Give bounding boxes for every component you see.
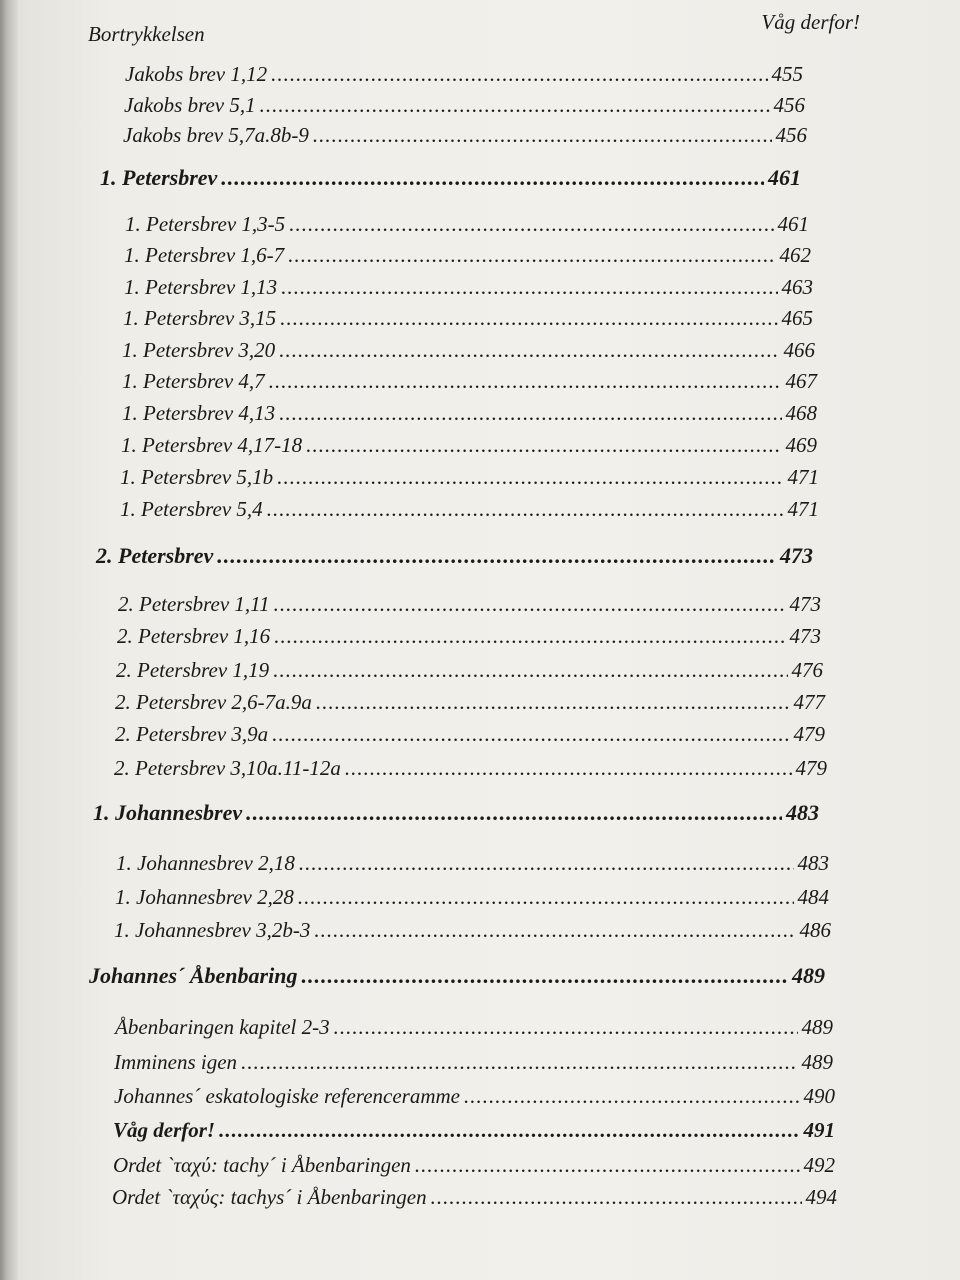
toc-entry <box>115 690 825 715</box>
toc-entry-label: Imminens igen <box>114 1050 238 1074</box>
toc-entry-page-number: 490 <box>803 1084 835 1108</box>
toc-entry-label: Våg derfor! <box>113 1118 216 1142</box>
dot-leader <box>288 243 775 268</box>
dot-leader <box>219 1118 799 1143</box>
toc-entry <box>124 275 813 300</box>
toc-entry-page-number: 479 <box>793 722 825 746</box>
toc-entry <box>124 93 805 118</box>
toc-entry <box>125 212 809 237</box>
toc-entry-label: 1. Petersbrev 4,17-18 <box>121 433 303 457</box>
toc-entry-page-number: 479 <box>795 756 827 780</box>
toc-entry-page-number: 491 <box>803 1118 835 1142</box>
dot-leader <box>279 338 779 363</box>
dot-leader <box>277 465 783 490</box>
dot-leader <box>273 658 787 683</box>
dot-leader <box>464 1084 800 1109</box>
dot-leader <box>267 497 784 522</box>
toc-entry-label: 2. Petersbrev 3,9a <box>115 722 269 746</box>
toc-entry <box>115 1015 833 1040</box>
toc-entry-label: 1. Petersbrev 4,13 <box>122 401 276 425</box>
toc-entry-label: 1. Petersbrev 5,1b <box>120 465 274 489</box>
toc-entry-page-number: 461 <box>768 165 801 190</box>
toc-entry <box>124 243 811 268</box>
toc-entry <box>120 465 819 490</box>
dot-leader <box>269 369 782 394</box>
book-spine-shadow <box>0 0 18 1280</box>
toc-entry-page-number: 467 <box>785 369 817 393</box>
toc-entry <box>117 624 821 649</box>
toc-entry-page-number: 489 <box>801 1050 833 1074</box>
dot-leader <box>274 592 786 617</box>
toc-entry <box>118 592 821 617</box>
toc-entry-page-number: 469 <box>785 433 817 457</box>
toc-entry-page-number: 473 <box>789 592 821 616</box>
toc-entry-page-number: 473 <box>780 543 813 568</box>
dot-leader <box>299 851 794 876</box>
dot-leader <box>289 212 773 237</box>
toc-entry-page-number: 483 <box>786 800 819 825</box>
dot-leader <box>271 62 767 87</box>
toc-entry-label: 2. Petersbrev 2,6-7a.9a <box>115 690 312 714</box>
toc-entry <box>122 369 817 394</box>
toc-entry-label: Ordet `ταχύς: tachys´ i Åbenbaringen <box>112 1185 427 1209</box>
toc-entry <box>120 497 819 522</box>
toc-entry <box>115 722 825 747</box>
toc-entry-page-number: 476 <box>791 658 823 682</box>
running-head-right: Våg derfor! <box>761 10 860 34</box>
dot-leader <box>415 1153 800 1178</box>
toc-entry-label: 1. Johannesbrev 2,18 <box>116 851 295 875</box>
toc-entry <box>114 918 831 943</box>
toc-entry-label: Jakobs brev 5,1 <box>124 93 256 117</box>
toc-entry-label: 1. Johannesbrev 3,2b-3 <box>114 918 311 942</box>
toc-entry-label: 1. Petersbrev 4,7 <box>122 369 265 393</box>
dot-leader <box>431 1185 802 1210</box>
toc-entry-page-number: 455 <box>771 62 803 86</box>
dot-leader <box>217 543 776 569</box>
toc-entry <box>116 658 823 683</box>
toc-entry-page-number: 466 <box>783 338 815 362</box>
toc-entry-page-number: 462 <box>779 243 811 267</box>
dot-leader <box>246 800 782 826</box>
toc-entry <box>125 62 803 87</box>
toc-entry-label: Jakobs brev 5,7a.8b-9 <box>123 123 309 147</box>
toc-entry-page-number: 456 <box>775 123 807 147</box>
toc-entry-label: 1. Johannesbrev <box>93 800 243 825</box>
toc-entry <box>115 885 829 910</box>
toc-entry <box>114 1084 835 1109</box>
toc-entry-label: 2. Petersbrev 1,11 <box>118 592 270 616</box>
toc-entry-page-number: 489 <box>801 1015 833 1039</box>
toc-entry <box>121 433 817 458</box>
toc-entry-page-number: 492 <box>803 1153 835 1177</box>
dot-leader <box>279 401 781 426</box>
toc-entry-label: 1. Petersbrev 1,6-7 <box>124 243 285 267</box>
toc-entry-page-number: 456 <box>773 93 805 117</box>
toc-entry <box>114 1050 833 1075</box>
dot-leader <box>345 756 792 781</box>
toc-section-heading <box>96 543 813 569</box>
toc-entry-page-number: 463 <box>781 275 813 299</box>
dot-leader <box>298 885 794 910</box>
toc-entry-page-number: 484 <box>797 885 829 909</box>
toc-entry <box>112 1185 837 1210</box>
dot-leader <box>314 918 795 943</box>
book-page <box>18 0 960 1280</box>
toc-entry-page-number: 465 <box>781 306 813 330</box>
toc-entry <box>123 123 807 148</box>
toc-entry-page-number: 468 <box>785 401 817 425</box>
dot-leader <box>274 624 785 649</box>
dot-leader <box>301 963 788 989</box>
toc-entry-label: 1. Petersbrev 5,4 <box>120 497 263 521</box>
toc-entry-label: 1. Petersbrev 1,3-5 <box>125 212 286 236</box>
toc-entry-page-number: 486 <box>799 918 831 942</box>
toc-entry-page-number: 473 <box>789 624 821 648</box>
toc-entry-label: Åbenbaringen kapitel 2-3 <box>115 1015 330 1039</box>
toc-entry <box>114 756 827 781</box>
toc-entry-label: Johannes´ Åbenbaring <box>89 963 298 988</box>
toc-section-heading <box>100 165 801 191</box>
dot-leader <box>280 306 777 331</box>
toc-entry-page-number: 494 <box>805 1185 837 1209</box>
toc-entry-label: 1. Petersbrev 1,13 <box>124 275 278 299</box>
toc-entry-page-number: 477 <box>793 690 825 714</box>
toc-entry-label: 1. Petersbrev 3,20 <box>122 338 276 362</box>
toc-entry <box>122 401 817 426</box>
dot-leader <box>272 722 789 747</box>
dot-leader <box>316 690 790 715</box>
toc-entry-page-number: 471 <box>787 497 819 521</box>
toc-entry-label: Jakobs brev 1,12 <box>125 62 268 86</box>
toc-entry <box>113 1118 835 1143</box>
toc-entry <box>116 851 829 876</box>
toc-entry <box>123 306 813 331</box>
toc-entry-label: 2. Petersbrev 1,16 <box>117 624 271 648</box>
toc-entry-label: 2. Petersbrev 1,19 <box>116 658 270 682</box>
dot-leader <box>334 1015 798 1040</box>
toc-entry-page-number: 483 <box>797 851 829 875</box>
toc-entry <box>113 1153 835 1178</box>
toc-entry-page-number: 489 <box>792 963 825 988</box>
running-head-left: Bortrykkelsen <box>88 22 205 46</box>
toc-entry-page-number: 461 <box>777 212 809 236</box>
toc-entry-label: 2. Petersbrev 3,10a.11-12a <box>114 756 341 780</box>
running-head <box>88 6 860 46</box>
dot-leader <box>260 93 770 118</box>
toc-entry-label: 2. Petersbrev <box>96 543 214 568</box>
toc-entry-page-number: 471 <box>787 465 819 489</box>
toc-entry <box>122 338 815 363</box>
dot-leader <box>306 433 781 458</box>
toc-entry-label: 1. Petersbrev <box>100 165 218 190</box>
toc-entry-label: 1. Petersbrev 3,15 <box>123 306 277 330</box>
toc-entry-label: Johannes´ eskatologiske referenceramme <box>114 1084 460 1108</box>
dot-leader <box>281 275 777 300</box>
dot-leader <box>221 165 764 191</box>
dot-leader <box>241 1050 797 1075</box>
toc-entry-label: 1. Johannesbrev 2,28 <box>115 885 294 909</box>
dot-leader <box>313 123 772 148</box>
toc-entry-label: Ordet `ταχύ: tachy´ i Åbenbaringen <box>113 1153 411 1177</box>
toc-section-heading <box>89 963 825 989</box>
toc-section-heading <box>93 800 819 826</box>
